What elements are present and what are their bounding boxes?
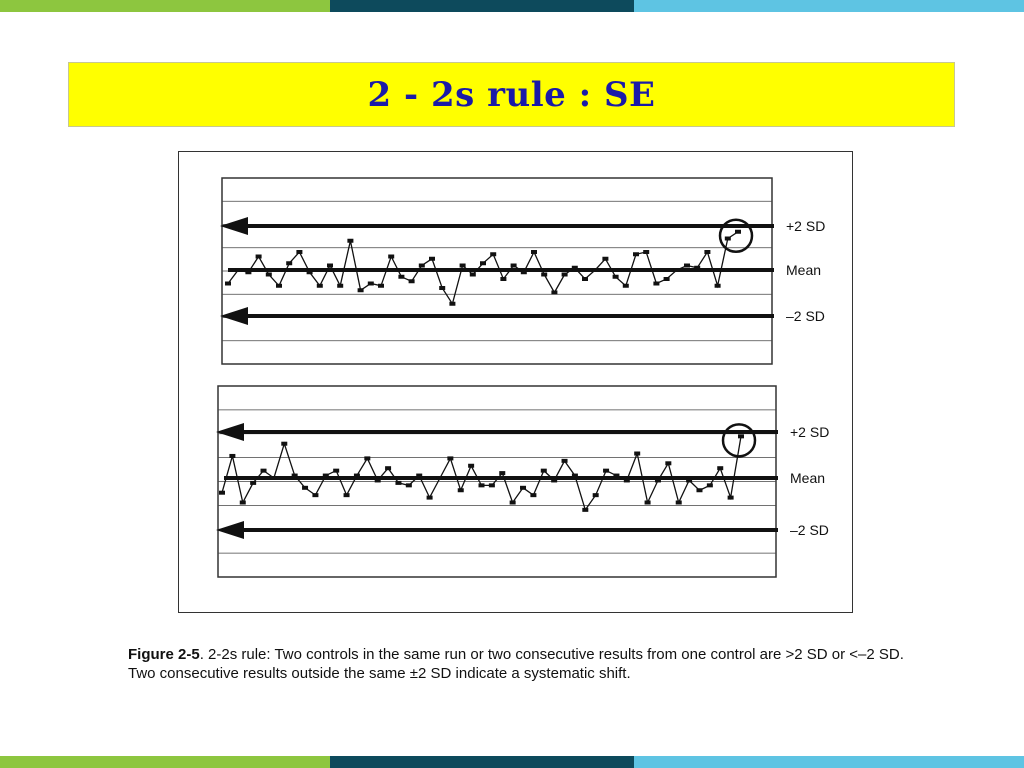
data-point (333, 469, 339, 473)
data-point (664, 277, 670, 281)
data-point (458, 488, 464, 492)
data-point (286, 261, 292, 265)
data-point (603, 469, 609, 473)
data-point (592, 268, 598, 272)
band-dark-teal (330, 756, 634, 768)
data-point (337, 284, 343, 288)
data-point (694, 266, 700, 270)
data-point (704, 250, 710, 254)
data-point (276, 284, 282, 288)
arrow-left-minus-icon (216, 521, 244, 539)
band-green (0, 756, 330, 768)
arrow-left-plus-icon (216, 423, 244, 441)
levey-jennings-chart-top (220, 178, 825, 364)
data-point (449, 302, 455, 306)
data-point (460, 264, 466, 268)
data-point (499, 471, 505, 475)
data-point (684, 264, 690, 268)
caption-text: . 2-2s rule: Two controls in the same run or two consecutive results from one control are >2 SD or <–2 SD. Two consecutive results outside the same ±2 SD indicate a systematic shift. (128, 646, 904, 682)
data-point (250, 481, 256, 485)
data-point (225, 282, 231, 286)
data-point (530, 493, 536, 497)
data-point (551, 291, 557, 295)
slide-title: 2 - 2s rule : SE (367, 74, 656, 115)
data-point (572, 474, 578, 478)
figure-label: Figure 2-5 (128, 646, 200, 663)
data-series-line (228, 232, 738, 304)
data-point (468, 464, 474, 468)
data-point (521, 270, 527, 274)
data-point (323, 474, 329, 478)
data-point (653, 282, 659, 286)
data-point (665, 461, 671, 465)
data-point (406, 483, 412, 487)
data-point (240, 501, 246, 505)
data-point (312, 493, 318, 497)
data-point (354, 474, 360, 478)
arrow-left-plus-icon (220, 217, 248, 235)
data-point (717, 466, 723, 470)
data-series-line (222, 436, 741, 510)
data-point (541, 273, 547, 277)
data-point (292, 474, 298, 478)
data-point (738, 434, 744, 438)
data-point (437, 476, 443, 480)
data-point (347, 239, 353, 243)
data-point (419, 264, 425, 268)
data-point (261, 469, 267, 473)
data-point (281, 442, 287, 446)
data-point (271, 476, 277, 480)
label-minus-2sd: –2 SD (786, 308, 825, 324)
data-point (344, 493, 350, 497)
label-mean: Mean (790, 470, 826, 486)
data-point (674, 268, 680, 272)
data-point (388, 255, 394, 259)
data-point (686, 478, 692, 482)
data-point (623, 284, 629, 288)
data-point (296, 250, 302, 254)
data-point (229, 454, 235, 458)
data-point (429, 257, 435, 261)
data-point (266, 273, 272, 277)
data-point (364, 456, 370, 460)
data-point (447, 456, 453, 460)
data-point (696, 488, 702, 492)
data-point (643, 250, 649, 254)
figure-caption (128, 645, 928, 683)
data-point (490, 252, 496, 256)
data-point (582, 508, 588, 512)
data-point (707, 483, 713, 487)
data-point (520, 486, 526, 490)
data-point (439, 286, 445, 290)
label-plus-2sd: +2 SD (790, 424, 830, 440)
data-point (395, 481, 401, 485)
label-mean: Mean (786, 262, 822, 278)
data-point (358, 288, 364, 292)
data-point (613, 275, 619, 279)
data-point (582, 277, 588, 281)
data-point (500, 277, 506, 281)
data-point (572, 266, 578, 270)
data-point (715, 284, 721, 288)
data-point (511, 264, 517, 268)
data-point (624, 478, 630, 482)
data-point (655, 478, 661, 482)
data-point (375, 478, 381, 482)
data-point (531, 250, 537, 254)
data-point (562, 273, 568, 277)
data-point (256, 255, 262, 259)
data-point (645, 501, 651, 505)
data-point (378, 284, 384, 288)
data-point (317, 284, 323, 288)
data-point (480, 261, 486, 265)
data-point (368, 282, 374, 286)
data-point (551, 478, 557, 482)
data-point (416, 474, 422, 478)
data-point (327, 264, 333, 268)
data-point (613, 474, 619, 478)
data-point (676, 501, 682, 505)
data-point (385, 466, 391, 470)
label-minus-2sd: –2 SD (790, 522, 829, 538)
data-point (633, 252, 639, 256)
data-point (541, 469, 547, 473)
data-point (562, 459, 568, 463)
bottom-color-band (0, 756, 1024, 768)
data-point (479, 483, 485, 487)
data-point (728, 496, 734, 500)
data-point (398, 275, 404, 279)
data-point (245, 270, 251, 274)
data-point (593, 493, 599, 497)
band-light-blue (634, 756, 1024, 768)
levey-jennings-chart-bottom (216, 386, 829, 577)
data-point (602, 257, 608, 261)
data-point (634, 452, 640, 456)
data-point (735, 230, 741, 234)
data-point (510, 501, 516, 505)
data-point (302, 486, 308, 490)
arrow-left-minus-icon (220, 307, 248, 325)
data-point (409, 279, 415, 283)
data-point (427, 496, 433, 500)
data-point (219, 491, 225, 495)
data-point (489, 483, 495, 487)
data-point (725, 237, 731, 241)
label-plus-2sd: +2 SD (786, 218, 826, 234)
data-point (470, 273, 476, 277)
data-point (235, 268, 241, 272)
data-point (307, 270, 313, 274)
